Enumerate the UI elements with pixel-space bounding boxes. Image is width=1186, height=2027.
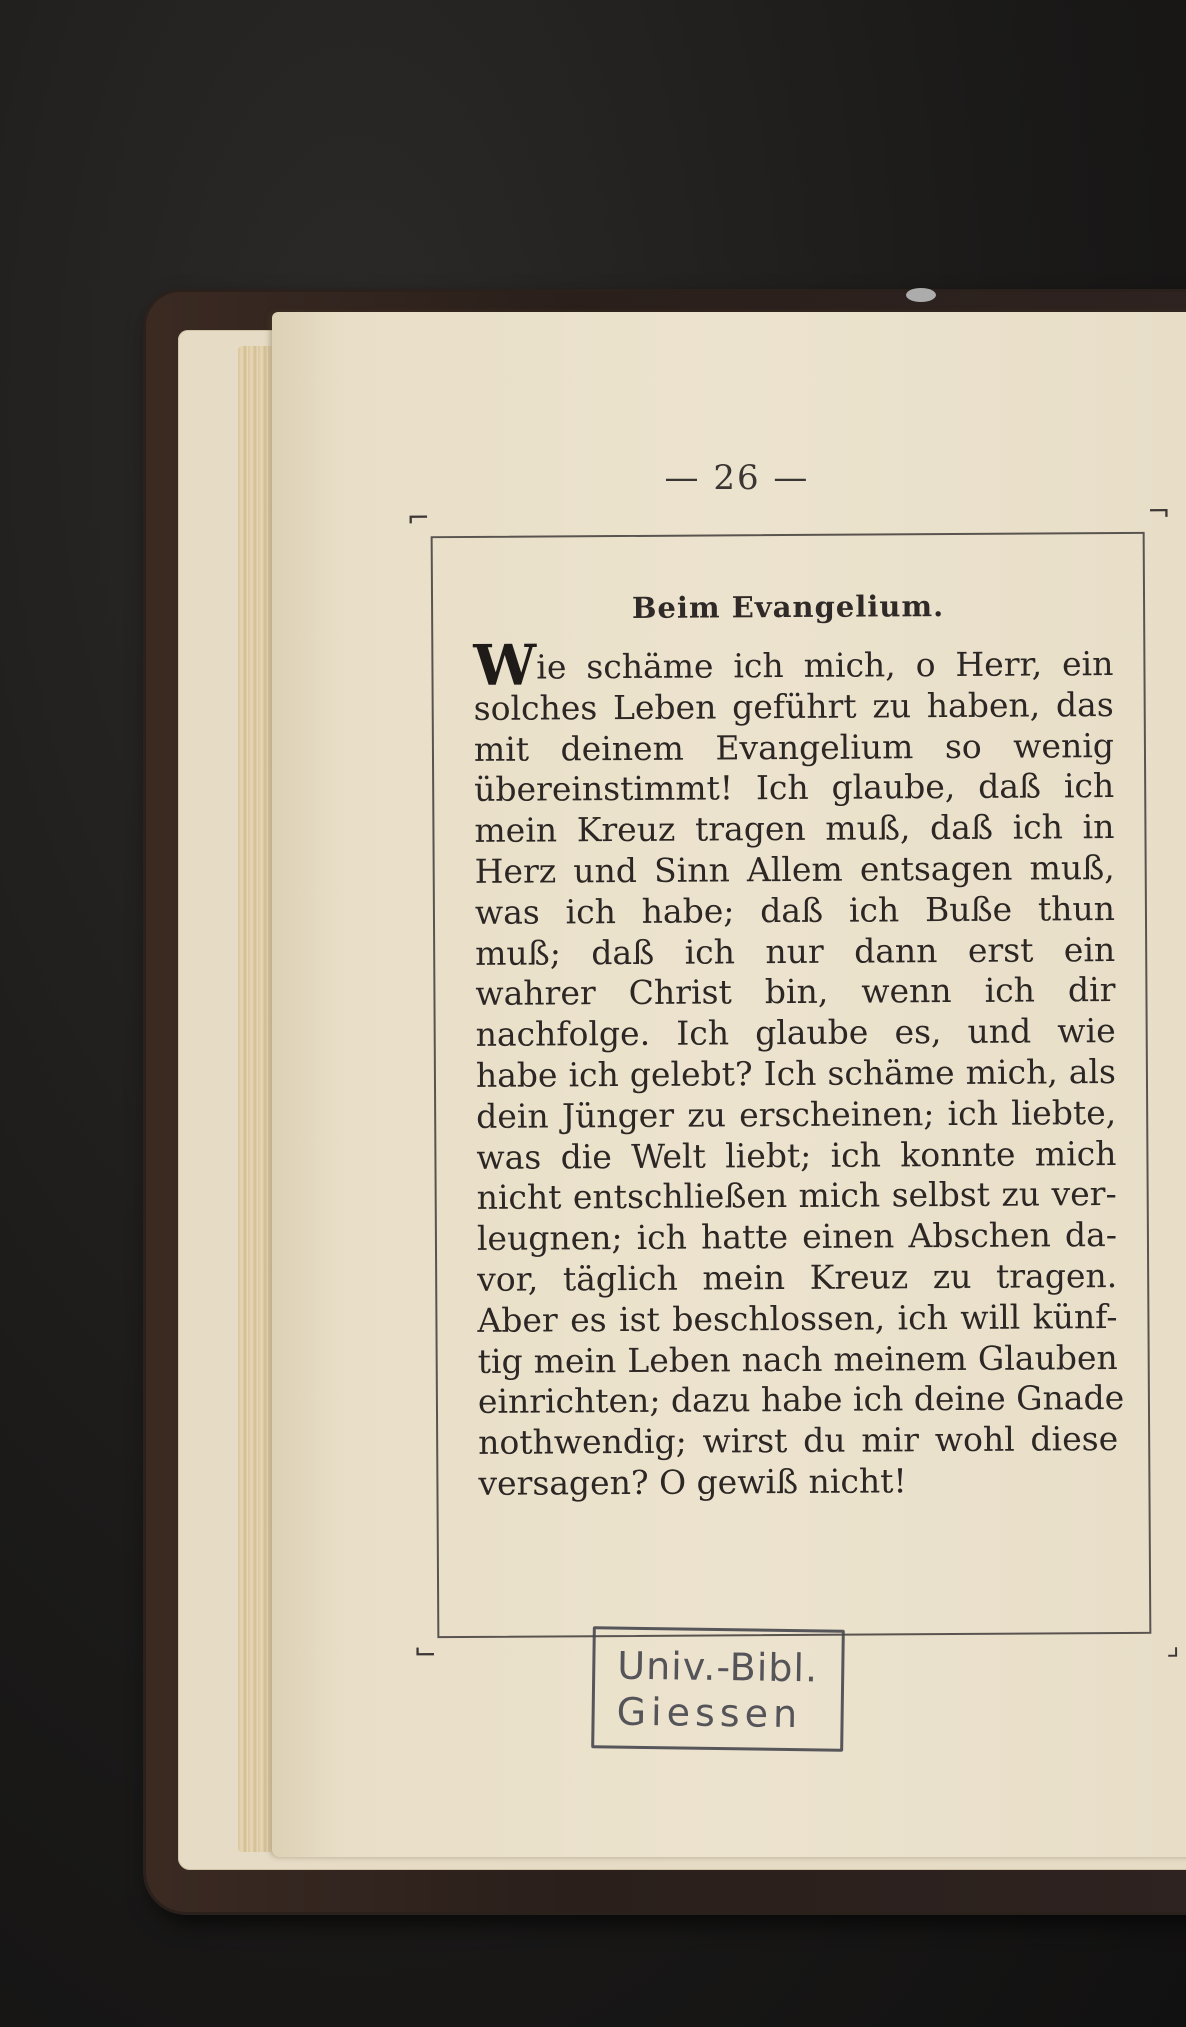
library-stamp bbox=[591, 1626, 845, 1752]
spine-thread bbox=[906, 288, 936, 302]
frame-corner-ornament-icon: ⌟ bbox=[1166, 1628, 1180, 1662]
text-line: nachfolge. Ich glaube es, und wie bbox=[475, 1011, 1116, 1055]
text-line: dein Jünger zu erscheinen; ich liebte, bbox=[476, 1092, 1117, 1136]
text-line bbox=[473, 632, 1114, 699]
text-line: einrichten; dazu habe ich deine Gnade bbox=[477, 1378, 1125, 1422]
stamp-line-1: Univ.-Bibl. bbox=[617, 1643, 819, 1691]
text-line-content: ie schäme ich mich, o Herr, ein bbox=[536, 644, 1114, 687]
text-line: tig mein Leben nach meinem Glauben bbox=[477, 1337, 1118, 1381]
text-line: muß; daß ich nur dann erst ein bbox=[475, 929, 1116, 973]
text-line: wahrer Christ bin, wenn ich dir bbox=[475, 970, 1116, 1014]
text-line: Herz und Sinn Allem entsagen muß, bbox=[474, 848, 1115, 891]
text-line: leugnen; ich hatte einen Abschen da- bbox=[476, 1215, 1118, 1259]
text-line: nicht entschließen mich selbst zu ver- bbox=[476, 1174, 1117, 1218]
text-line: was ich habe; daß ich Buße thun bbox=[474, 888, 1116, 932]
frame-corner-ornament-icon: ⌙ bbox=[413, 1633, 438, 1667]
drop-cap: W bbox=[473, 632, 537, 699]
text-line: habe ich gelebt? Ich schäme mich, als bbox=[475, 1051, 1117, 1095]
text-line: nothwendig; wirst du mir wohl diese bbox=[478, 1419, 1119, 1463]
text-line: versagen? O gewiß nicht! bbox=[478, 1461, 907, 1503]
text-line: vor, täglich mein Kreuz zu tragen. bbox=[477, 1255, 1118, 1299]
book-page bbox=[272, 312, 1186, 1857]
text-line: Aber es ist beschlossen, ich will künf- bbox=[477, 1296, 1118, 1340]
page-number: — 26 — bbox=[664, 458, 810, 498]
text-line: übereinstimmt! Ich glaube, daß ich bbox=[474, 766, 1115, 810]
frame-corner-ornament-icon: ¬ bbox=[1146, 494, 1171, 528]
text-line: mit deinem Evangelium so wenig bbox=[473, 725, 1115, 769]
stamp-line-2: Giessen bbox=[616, 1689, 803, 1737]
frame-corner-ornament-icon: ⌐ bbox=[406, 501, 431, 535]
section-heading: Beim Evangelium. bbox=[631, 589, 945, 625]
prayer-text bbox=[473, 632, 1125, 1505]
text-line: solches Leben geführt zu haben, das bbox=[473, 684, 1114, 728]
text-line: was die Welt liebt; ich konnte mich bbox=[476, 1133, 1117, 1177]
text-line: mein Kreuz tragen muß, daß ich in bbox=[474, 807, 1115, 851]
